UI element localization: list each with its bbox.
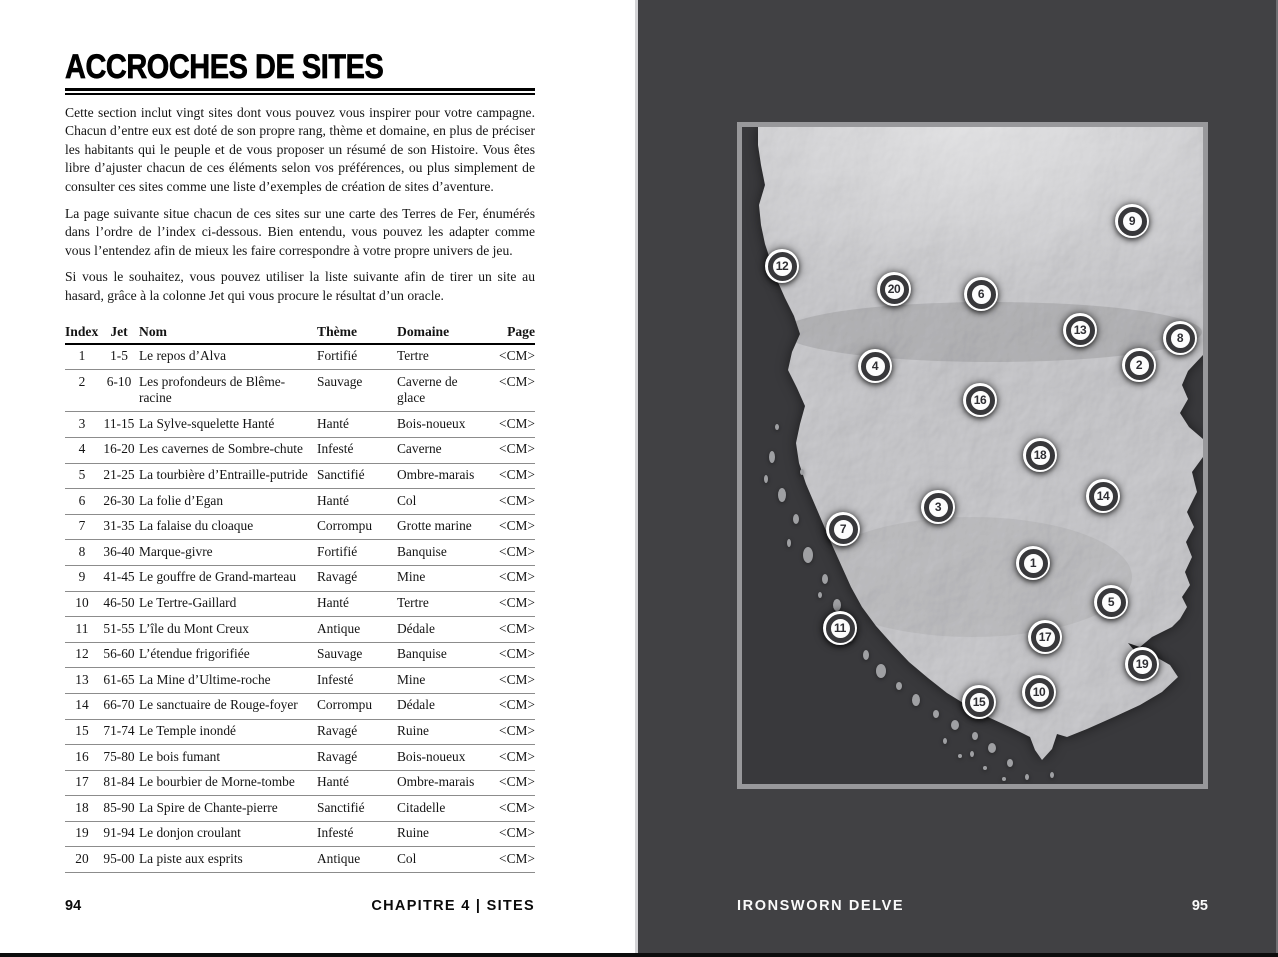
map-marker-16 <box>963 383 997 417</box>
table-cell: 95-00 <box>99 847 139 873</box>
table-cell: 5 <box>65 463 99 489</box>
table-row <box>65 617 535 643</box>
table-cell: Marque-givre <box>139 540 317 566</box>
table-row <box>65 642 535 668</box>
table-cell: <CM> <box>494 847 535 873</box>
map-marker-number: 19 <box>1128 650 1157 679</box>
table-cell: La Spire de Chante-pierre <box>139 796 317 822</box>
table-cell: 4 <box>65 437 99 463</box>
map-marker-3 <box>921 490 955 524</box>
ironlands-map <box>737 122 1208 789</box>
table-cell: 11-15 <box>99 412 139 438</box>
table-cell: Sanctifié <box>317 463 397 489</box>
table-cell: Infesté <box>317 437 397 463</box>
table-cell: 12 <box>65 642 99 668</box>
map-marker-number: 2 <box>1125 351 1154 380</box>
table-cell: <CM> <box>494 745 535 771</box>
table-cell: 20 <box>65 847 99 873</box>
table-cell: 75-80 <box>99 745 139 771</box>
column-header-theme: Thème <box>317 322 397 344</box>
table-cell: Tertre <box>397 591 494 617</box>
table-cell: La Sylve-squelette Hanté <box>139 412 317 438</box>
table-cell: <CM> <box>494 642 535 668</box>
table-cell: Sanctifié <box>317 796 397 822</box>
table-row <box>65 463 535 489</box>
sites-table <box>65 322 535 873</box>
table-cell: La piste aux esprits <box>139 847 317 873</box>
column-header-domaine: Domaine <box>397 322 494 344</box>
table-cell: 11 <box>65 617 99 643</box>
table-cell: <CM> <box>494 437 535 463</box>
right-page-footer <box>737 898 1208 914</box>
map-marker-2 <box>1122 348 1156 382</box>
table-cell: La falaise du cloaque <box>139 514 317 540</box>
table-cell: Hanté <box>317 591 397 617</box>
table-row <box>65 514 535 540</box>
map-marker-number: 10 <box>1025 678 1054 707</box>
map-marker-number: 13 <box>1066 316 1095 345</box>
map-marker-20 <box>877 272 911 306</box>
table-cell: 46-50 <box>99 591 139 617</box>
map-marker-number: 11 <box>826 614 855 643</box>
table-cell: Dédale <box>397 617 494 643</box>
table-cell: Bois-noueux <box>397 412 494 438</box>
table-cell: 66-70 <box>99 693 139 719</box>
chapter-label: CHAPITRE 4 | SITES <box>371 898 535 914</box>
table-cell: <CM> <box>494 540 535 566</box>
table-cell: 3 <box>65 412 99 438</box>
table-cell: 15 <box>65 719 99 745</box>
column-header-index: Index <box>65 322 99 344</box>
table-cell: <CM> <box>494 693 535 719</box>
table-row <box>65 796 535 822</box>
table-cell: Infesté <box>317 668 397 694</box>
table-cell: 18 <box>65 796 99 822</box>
map-marker-17 <box>1028 620 1062 654</box>
sites-table-body <box>65 344 535 873</box>
table-row <box>65 565 535 591</box>
left-page-number: 94 <box>65 898 82 914</box>
page-left <box>0 0 635 953</box>
table-cell: 71-74 <box>99 719 139 745</box>
table-cell: Grotte marine <box>397 514 494 540</box>
table-cell: 2 <box>65 370 99 412</box>
map-marker-number: 20 <box>880 275 909 304</box>
table-cell: <CM> <box>494 668 535 694</box>
table-row <box>65 489 535 515</box>
table-row <box>65 693 535 719</box>
table-cell: La folie d’Egan <box>139 489 317 515</box>
map-marker-13 <box>1063 313 1097 347</box>
map-marker-number: 3 <box>924 493 953 522</box>
table-row <box>65 847 535 873</box>
table-cell: Le bourbier de Morne-tombe <box>139 770 317 796</box>
table-cell: L’île du Mont Creux <box>139 617 317 643</box>
left-page-footer <box>65 898 535 914</box>
table-cell: <CM> <box>494 514 535 540</box>
table-row <box>65 821 535 847</box>
table-cell: 16 <box>65 745 99 771</box>
title-underline <box>65 88 535 95</box>
page-title: ACCROCHES DE SITES <box>65 48 384 86</box>
map-marker-number: 5 <box>1097 588 1126 617</box>
table-cell: Ombre-marais <box>397 463 494 489</box>
table-cell: 26-30 <box>99 489 139 515</box>
table-cell: <CM> <box>494 796 535 822</box>
table-row <box>65 370 535 412</box>
table-cell: Antique <box>317 617 397 643</box>
intro-text <box>65 104 535 306</box>
table-cell: Fortifié <box>317 540 397 566</box>
table-cell: Mine <box>397 565 494 591</box>
map-marker-number: 12 <box>768 252 797 281</box>
window-bottom-edge <box>0 953 1278 957</box>
table-cell: 13 <box>65 668 99 694</box>
page-right <box>638 0 1278 953</box>
table-cell: Infesté <box>317 821 397 847</box>
right-page-number: 95 <box>1191 898 1208 914</box>
map-marker-19 <box>1125 647 1159 681</box>
column-header-page: Page <box>494 322 535 344</box>
map-marker-9 <box>1115 204 1149 238</box>
table-cell: 9 <box>65 565 99 591</box>
table-cell: 56-60 <box>99 642 139 668</box>
table-cell: 7 <box>65 514 99 540</box>
map-marker-12 <box>765 249 799 283</box>
map-marker-number: 1 <box>1019 549 1048 578</box>
table-cell: Le gouffre de Grand-marteau <box>139 565 317 591</box>
map-marker-number: 9 <box>1118 207 1147 236</box>
table-cell: Tertre <box>397 344 494 370</box>
table-cell: Banquise <box>397 540 494 566</box>
map-marker-14 <box>1086 479 1120 513</box>
table-cell: 36-40 <box>99 540 139 566</box>
table-cell: 10 <box>65 591 99 617</box>
table-cell: 1-5 <box>99 344 139 370</box>
table-cell: 31-35 <box>99 514 139 540</box>
table-cell: La Mine d’Ultime-roche <box>139 668 317 694</box>
table-cell: 19 <box>65 821 99 847</box>
table-cell: Antique <box>317 847 397 873</box>
table-row <box>65 591 535 617</box>
table-cell: Corrompu <box>317 514 397 540</box>
map-marker-4 <box>858 349 892 383</box>
map-marker-number: 8 <box>1166 324 1195 353</box>
table-cell: Caverne de glace <box>397 370 494 412</box>
map-marker-7 <box>826 512 860 546</box>
table-cell: Ruine <box>397 821 494 847</box>
table-row <box>65 344 535 370</box>
table-cell: <CM> <box>494 565 535 591</box>
map-marker-1 <box>1016 546 1050 580</box>
table-cell: Ravagé <box>317 745 397 771</box>
map-marker-number: 14 <box>1089 482 1118 511</box>
table-row <box>65 540 535 566</box>
table-cell: <CM> <box>494 770 535 796</box>
table-cell: L’étendue frigorifiée <box>139 642 317 668</box>
table-cell: 51-55 <box>99 617 139 643</box>
table-cell: Corrompu <box>317 693 397 719</box>
table-cell: <CM> <box>494 617 535 643</box>
table-cell: Ravagé <box>317 719 397 745</box>
map-marker-number: 4 <box>861 352 890 381</box>
table-cell: Le Tertre-Gaillard <box>139 591 317 617</box>
table-cell: 61-65 <box>99 668 139 694</box>
table-cell: 91-94 <box>99 821 139 847</box>
table-cell: <CM> <box>494 591 535 617</box>
table-cell: 21-25 <box>99 463 139 489</box>
table-cell: <CM> <box>494 719 535 745</box>
table-cell: Sauvage <box>317 370 397 412</box>
intro-paragraph-1: Cette section inclut vingt sites dont vous pouvez vous inspirer pour votre campagne. Chacun d’entre eux est doté de son propre rang, thème et domaine, en plus de préciser les habitants qui le peuple et de vous proposer un résumé de son Histoire. Vous êtes libre d’ajuster chacun de ces éléments selon vos préférences, ou plus simplement de consulter ces sites comme une liste d’exemples de création de sites d’aventure. <box>65 104 535 195</box>
table-cell: <CM> <box>494 821 535 847</box>
table-cell: Le bois fumant <box>139 745 317 771</box>
table-cell: <CM> <box>494 344 535 370</box>
table-cell: <CM> <box>494 489 535 515</box>
table-cell: 16-20 <box>99 437 139 463</box>
table-cell: Fortifié <box>317 344 397 370</box>
table-cell: 41-45 <box>99 565 139 591</box>
table-cell: 81-84 <box>99 770 139 796</box>
table-row <box>65 668 535 694</box>
map-marker-number: 18 <box>1026 441 1055 470</box>
map-marker-11 <box>823 611 857 645</box>
table-cell: Caverne <box>397 437 494 463</box>
table-cell: 85-90 <box>99 796 139 822</box>
table-cell: Ombre-marais <box>397 770 494 796</box>
table-cell: Bois-noueux <box>397 745 494 771</box>
sites-table-header <box>65 322 535 344</box>
table-cell: 6-10 <box>99 370 139 412</box>
table-cell: Hanté <box>317 489 397 515</box>
table-row <box>65 770 535 796</box>
table-cell: Sauvage <box>317 642 397 668</box>
intro-paragraph-3: Si vous le souhaitez, vous pouvez utiliser la liste suivante afin de tirer un site au hasard, grâce à la colonne Jet qui vous procure le résultat d’un oracle. <box>65 269 535 304</box>
map-marker-10 <box>1022 675 1056 709</box>
table-cell: 1 <box>65 344 99 370</box>
table-row <box>65 719 535 745</box>
table-cell: Dédale <box>397 693 494 719</box>
map-marker-number: 15 <box>965 688 994 717</box>
table-cell: Col <box>397 489 494 515</box>
map-marker-5 <box>1094 585 1128 619</box>
table-cell: La tourbière d’Entraille-putride <box>139 463 317 489</box>
table-cell: <CM> <box>494 370 535 412</box>
column-header-jet: Jet <box>99 322 139 344</box>
table-cell: Citadelle <box>397 796 494 822</box>
table-cell: Banquise <box>397 642 494 668</box>
map-marker-number: 17 <box>1031 623 1060 652</box>
table-cell: <CM> <box>494 463 535 489</box>
table-cell: Les profondeurs de Blême-racine <box>139 370 317 412</box>
table-cell: Ravagé <box>317 565 397 591</box>
table-cell: 14 <box>65 693 99 719</box>
table-cell: Le sanctuaire de Rouge-foyer <box>139 693 317 719</box>
table-cell: 6 <box>65 489 99 515</box>
map-marker-6 <box>964 277 998 311</box>
table-cell: Le Temple inondé <box>139 719 317 745</box>
table-row <box>65 412 535 438</box>
table-cell: Les cavernes de Sombre-chute <box>139 437 317 463</box>
table-cell: 17 <box>65 770 99 796</box>
table-cell: Hanté <box>317 770 397 796</box>
intro-paragraph-2: La page suivante situe chacun de ces sites sur une carte des Terres de Fer, énumérés dans l’ordre de l’index ci-dessous. Bien entendu, vous pouvez les adapter comme vous l’entendez afin de mieux les faire correspondre à votre propre univers de jeu. <box>65 205 535 258</box>
book-title: IRONSWORN DELVE <box>737 898 905 914</box>
left-page-content <box>65 0 535 873</box>
table-cell: Le donjon croulant <box>139 821 317 847</box>
column-header-nom: Nom <box>139 322 317 344</box>
table-cell: 8 <box>65 540 99 566</box>
map-marker-number: 6 <box>967 280 996 309</box>
table-row <box>65 745 535 771</box>
map-marker-8 <box>1163 321 1197 355</box>
table-cell: <CM> <box>494 412 535 438</box>
map-marker-number: 16 <box>966 386 995 415</box>
map-markers-layer <box>742 127 1203 784</box>
table-cell: Hanté <box>317 412 397 438</box>
table-cell: Mine <box>397 668 494 694</box>
table-cell: Col <box>397 847 494 873</box>
map-marker-15 <box>962 685 996 719</box>
table-cell: Le repos d’Alva <box>139 344 317 370</box>
map-marker-18 <box>1023 438 1057 472</box>
map-marker-number: 7 <box>829 515 858 544</box>
table-row <box>65 437 535 463</box>
table-cell: Ruine <box>397 719 494 745</box>
